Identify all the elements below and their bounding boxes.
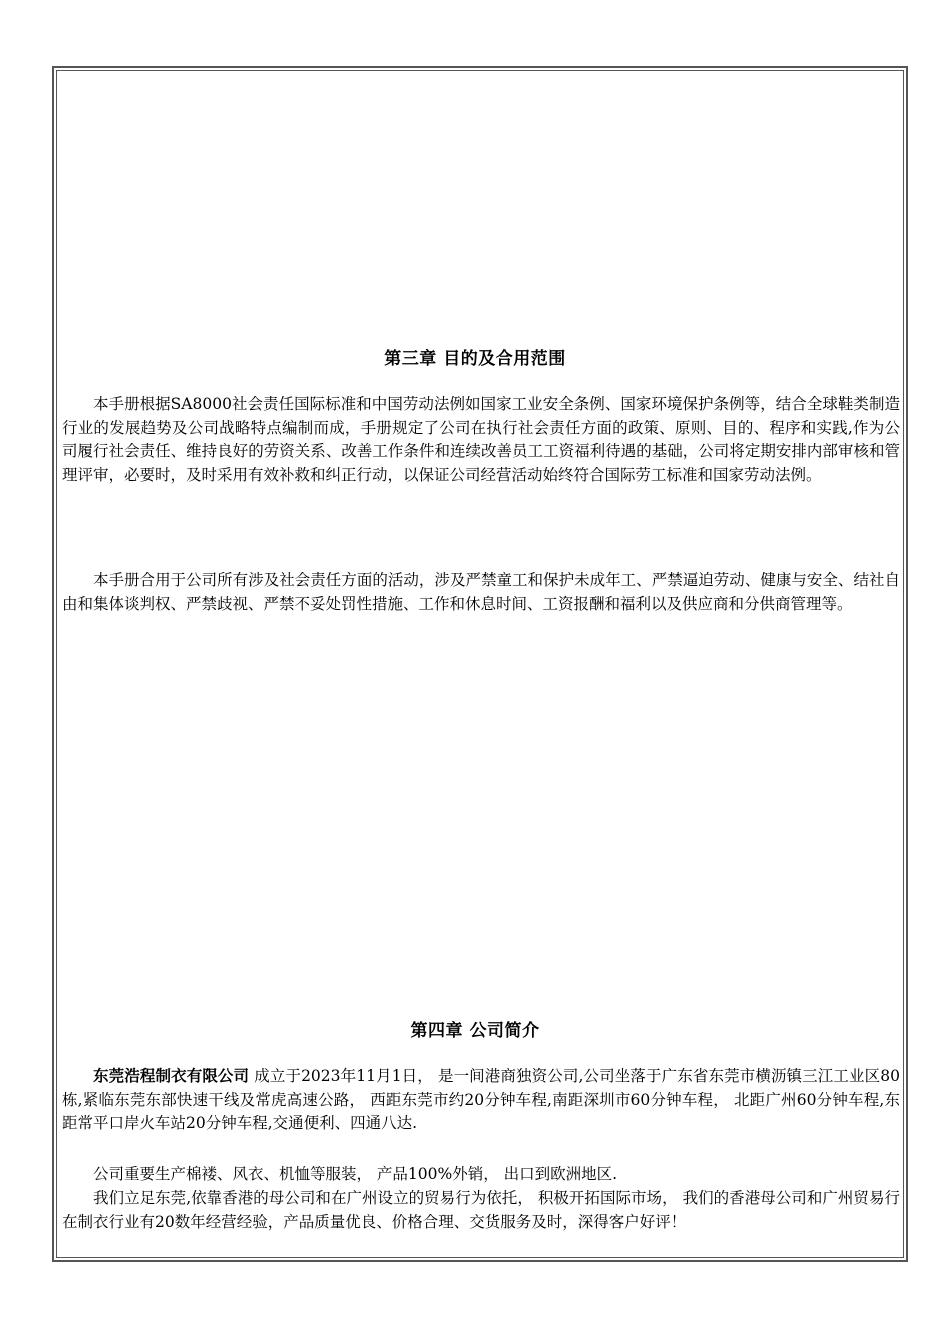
chapter4-paragraph-1-text: 成立于2023年11月1日， 是一间港商独资公司,公司坐落于广东省东莞市横沥镇三江工业区80栋,紧临东莞东部快速干线及常虎高速公路， 西距东莞市约20分钟车程,南距深圳市60分钟车程， 北距广州60分钟车程,东距常平口岸火车站20分钟车程,交通便利、四通八达. [62, 1067, 900, 1132]
company-name: 东莞浩程制衣有限公司 [93, 1067, 250, 1085]
chapter3-paragraph-1: 本手册根据SA8000社会责任国际标准和中国劳动法例如国家工业安全条例、国家环境保护条例等，结合全球鞋类制造行业的发展趋势及公司战略特点编制而成，手册规定了公司在执行社会责任方面的政策、原则、目的、程序和实践,作为公司履行社会责任、维持良好的劳资关系、改善工作条件和连续改善员工工资福利待遇的基础，公司将定期安排内部审核和管理评审，必要时，及时采用有效补救和纠正行动，以保证公司经营活动始终符合国际劳工标准和国家劳动法例。 [62, 395, 900, 484]
chapter3-paragraph-2: 本手册合用于公司所有涉及社会责任方面的活动，涉及严禁童工和保护未成年工、严禁逼迫劳动、健康与安全、结社自由和集体谈判权、严禁歧视、严禁不妥处罚性措施、工作和休息时间、工资报酬和福利以及供应商和分供商管理等。 [62, 571, 900, 613]
chapter4-paragraph-2: 公司重要生产棉褛、风衣、机恤等服装， 产品100%外销， 出口到欧洲地区. [93, 1165, 618, 1183]
chapter3-title: 第三章 目的及合用范围 [384, 349, 566, 369]
chapter4-title: 第四章 公司简介 [410, 1021, 540, 1041]
chapter4-paragraph-3: 我们立足东莞,依靠香港的母公司和在广州设立的贸易行为依托， 积极开拓国际市场， 我们的香港母公司和广州贸易行在制衣行业有20数年经营经验，产品质量优良、价格合理、交货服务及时，深得客户好评！ [62, 1189, 900, 1231]
chapter4-paragraph-1 [62, 1065, 900, 1136]
